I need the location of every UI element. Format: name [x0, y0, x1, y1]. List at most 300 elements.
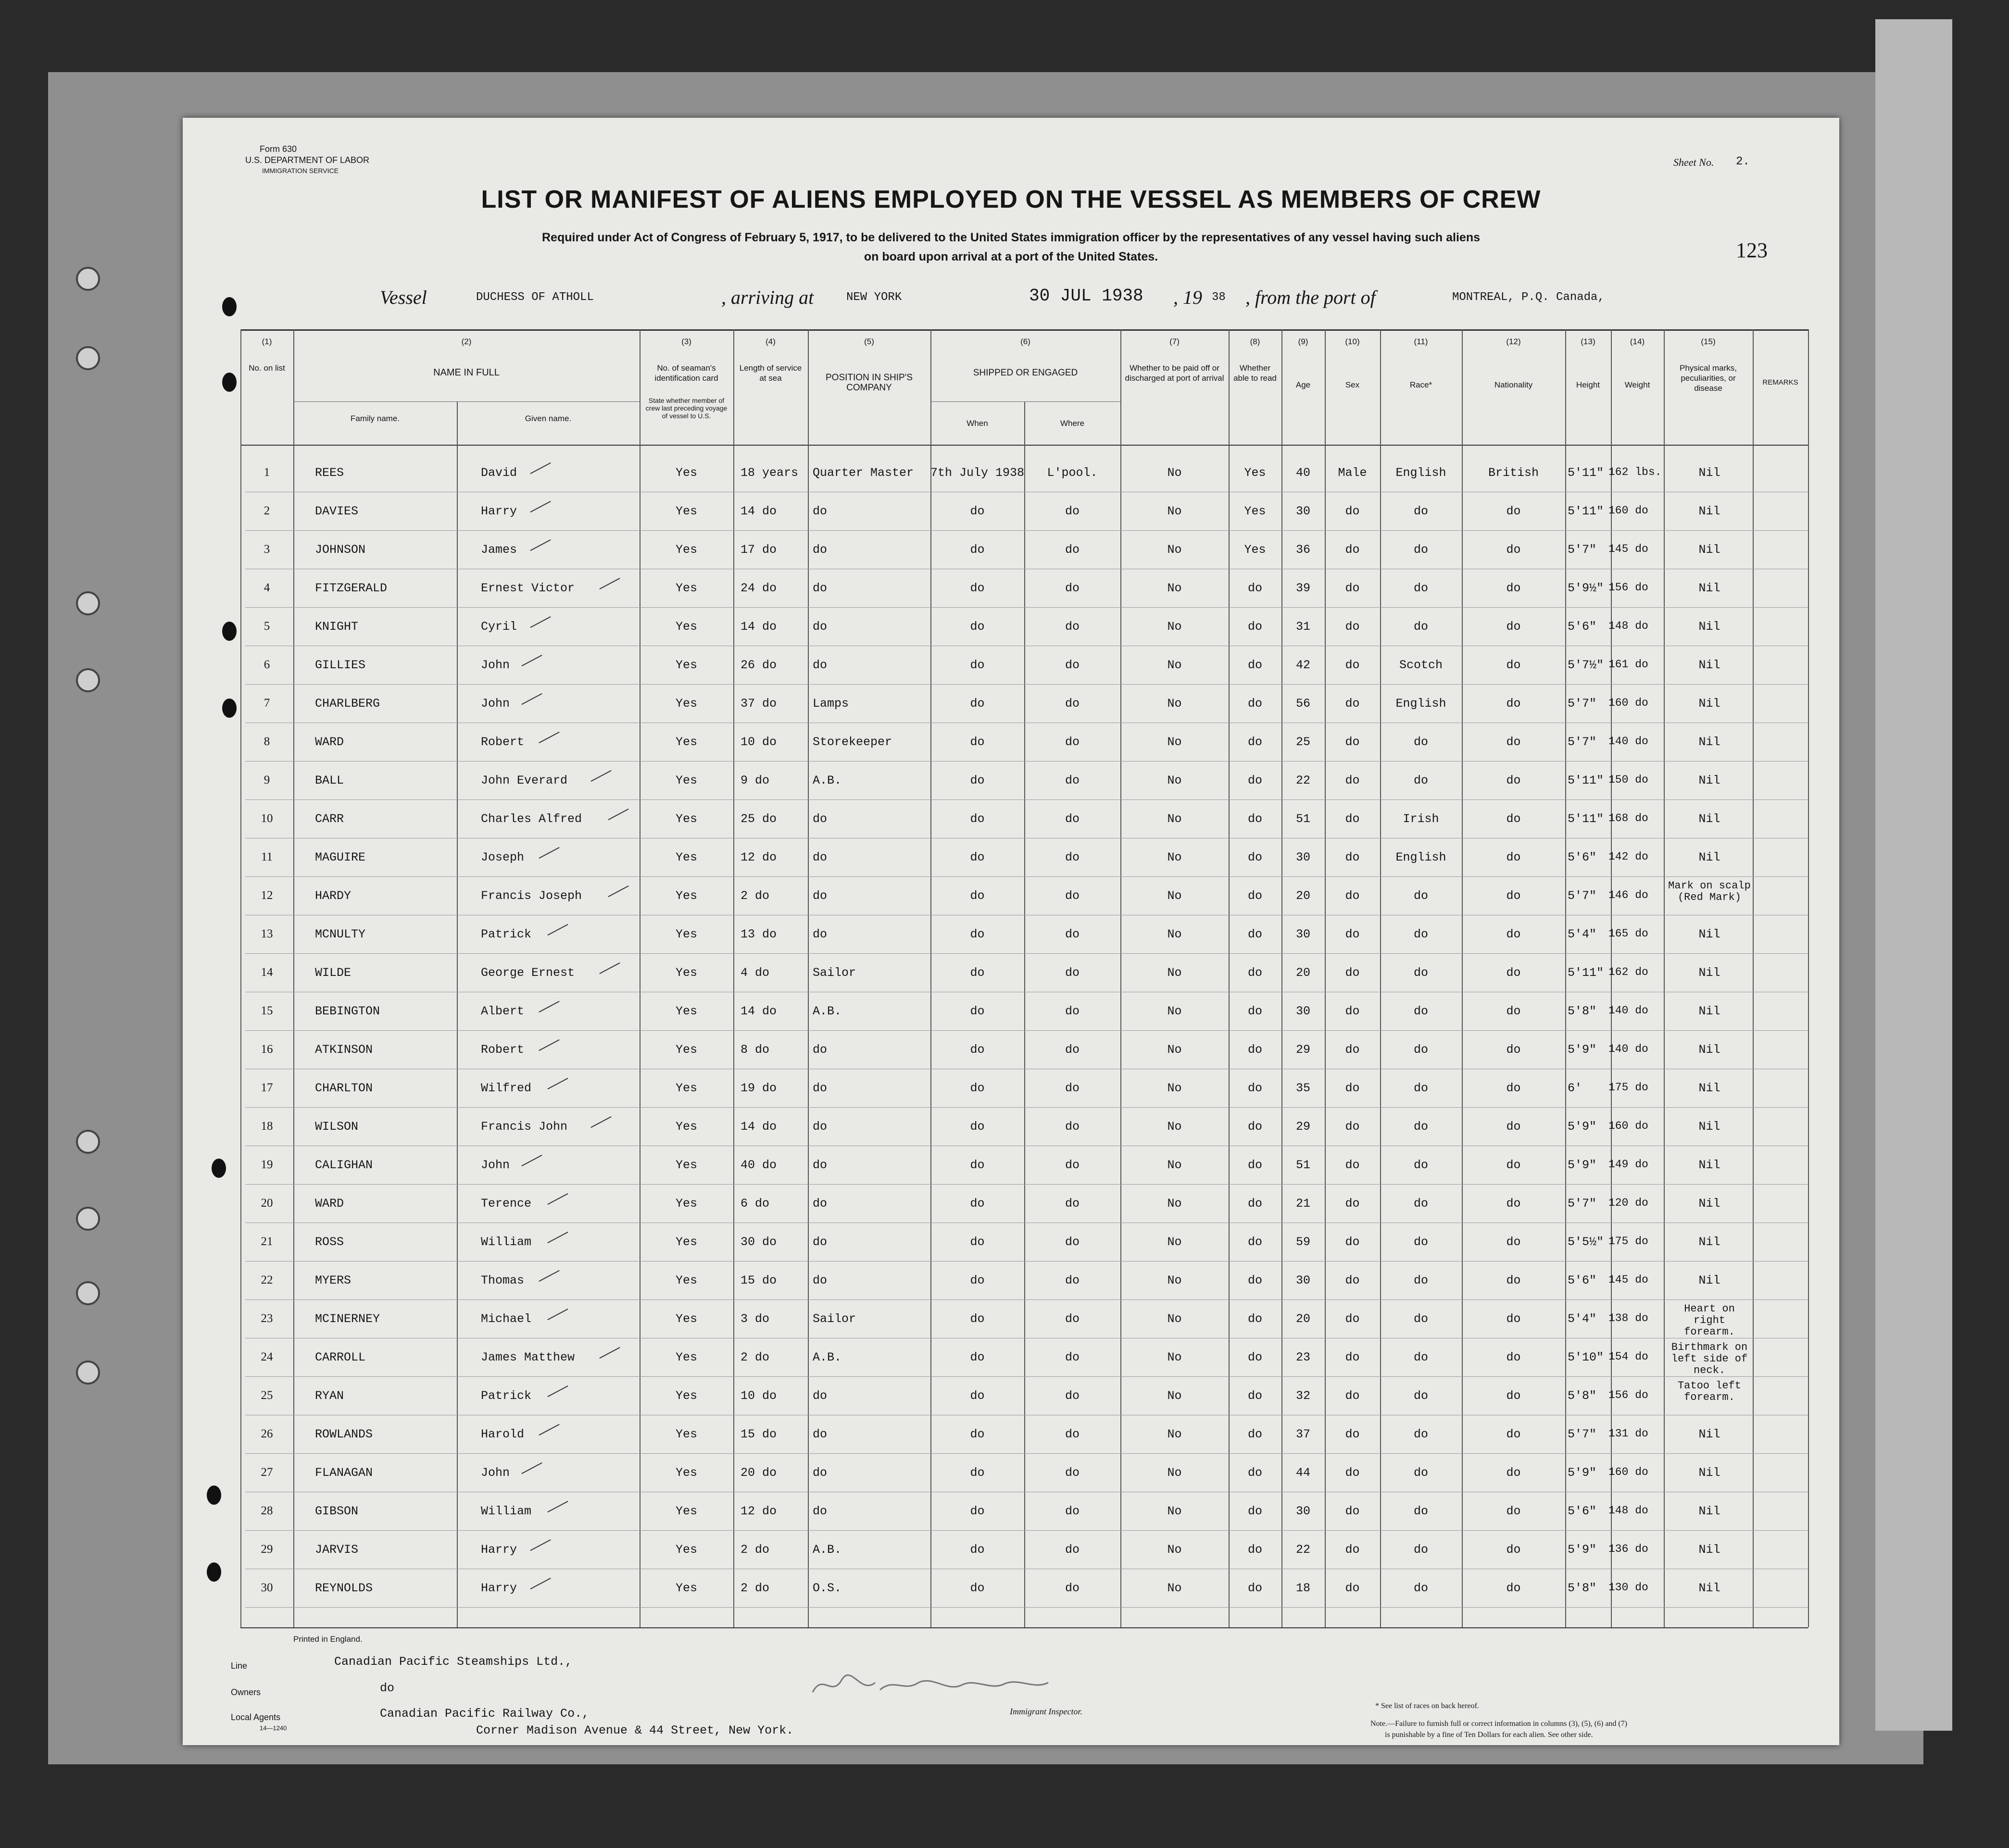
- shipped-where: do: [1065, 927, 1080, 941]
- row-number: 8: [264, 735, 270, 748]
- family-name: FLANAGAN: [315, 1466, 373, 1480]
- family-name: GILLIES: [315, 658, 366, 672]
- family-name: RYAN: [315, 1389, 344, 1403]
- shipped-where: do: [1065, 1427, 1080, 1441]
- paid-off: No: [1167, 1312, 1182, 1326]
- row-number: 17: [261, 1081, 273, 1094]
- race: do: [1413, 1466, 1428, 1480]
- paid-off: No: [1167, 1043, 1182, 1057]
- family-name: BALL: [315, 774, 344, 787]
- agents-value-2: Corner Madison Avenue & 44 Street, New York.: [476, 1723, 794, 1737]
- nationality: do: [1506, 1197, 1521, 1211]
- inspector-label: Immigrant Inspector.: [1010, 1707, 1082, 1716]
- family-name: MCINERNEY: [315, 1312, 380, 1326]
- seaman-id: Yes: [675, 1197, 697, 1211]
- nationality: do: [1506, 1004, 1521, 1018]
- position: Storekeeper: [813, 735, 892, 749]
- line-label: Line: [231, 1661, 248, 1671]
- row-rule: [245, 684, 1808, 685]
- race: do: [1413, 504, 1428, 518]
- age: 51: [1295, 1158, 1310, 1172]
- able-to-read: Yes: [1244, 504, 1266, 518]
- age: 31: [1295, 620, 1310, 634]
- nationality: do: [1506, 735, 1521, 749]
- able-to-read: do: [1247, 735, 1262, 749]
- punch-hole: [76, 267, 100, 291]
- col-number-1: (1): [262, 337, 272, 346]
- race: do: [1413, 620, 1428, 634]
- row-number: 5: [264, 620, 270, 633]
- weight: 145 do: [1608, 1274, 1648, 1286]
- physical-marks: Nil: [1698, 1504, 1720, 1518]
- height: 6': [1568, 1081, 1582, 1095]
- races-note: * See list of races on back hereof.: [1375, 1702, 1479, 1710]
- position: Sailor: [813, 1312, 856, 1326]
- shipped-where: do: [1065, 1197, 1080, 1211]
- header-remarks: REMARKS: [1762, 378, 1798, 387]
- physical-marks: Nil: [1698, 1235, 1720, 1249]
- weight: 168 do: [1608, 812, 1648, 824]
- service-label: IMMIGRATION SERVICE: [262, 167, 339, 175]
- position: A.B.: [813, 1543, 842, 1557]
- weight: 160 do: [1608, 1466, 1648, 1478]
- length-of-service: 40 do: [741, 1158, 777, 1172]
- age: 18: [1295, 1581, 1310, 1595]
- nationality: do: [1506, 581, 1521, 595]
- seaman-id: Yes: [675, 1235, 697, 1249]
- arriving-label: , arriving at: [721, 287, 814, 308]
- sheet-number: 2.: [1736, 155, 1750, 168]
- nationality: do: [1506, 1043, 1521, 1057]
- able-to-read: do: [1247, 620, 1262, 634]
- shipped-when: 7th July 1938: [930, 466, 1025, 480]
- height: 5'7½": [1568, 658, 1604, 672]
- physical-marks: Nil: [1698, 1004, 1720, 1018]
- punch-hole: [76, 1207, 100, 1231]
- paid-off: No: [1167, 620, 1182, 634]
- weight: 154 do: [1608, 1350, 1648, 1363]
- row-rule: [245, 1453, 1808, 1454]
- seaman-id: Yes: [675, 543, 697, 557]
- header-age: Age: [1295, 380, 1311, 389]
- position: Quarter Master: [813, 466, 914, 480]
- race: do: [1413, 1235, 1428, 1249]
- able-to-read: do: [1247, 1081, 1262, 1095]
- height: 5'11": [1568, 466, 1604, 480]
- position: A.B.: [813, 1004, 842, 1018]
- sex: do: [1345, 581, 1360, 595]
- row-number: 2: [264, 504, 270, 517]
- sex: do: [1345, 1389, 1360, 1403]
- weight: 145 do: [1608, 543, 1648, 555]
- nationality: do: [1506, 1158, 1521, 1172]
- length-of-service: 13 do: [741, 927, 777, 941]
- given-name: Albert: [481, 1004, 525, 1018]
- shipped-when: do: [970, 1004, 985, 1018]
- year-label: , 19: [1173, 287, 1202, 308]
- paid-off: No: [1167, 1350, 1182, 1364]
- nationality: do: [1506, 1274, 1521, 1287]
- seaman-id: Yes: [675, 1004, 697, 1018]
- paid-off: No: [1167, 697, 1182, 711]
- shipped-when: do: [970, 1504, 985, 1518]
- position: do: [813, 504, 828, 518]
- header-sex: Sex: [1345, 380, 1360, 389]
- able-to-read: do: [1247, 1158, 1262, 1172]
- family-name: HARDY: [315, 889, 352, 903]
- shipped-where: do: [1065, 735, 1080, 749]
- length-of-service: 9 do: [741, 774, 770, 787]
- age: 25: [1295, 735, 1310, 749]
- age: 30: [1295, 504, 1310, 518]
- row-number: 13: [261, 927, 273, 940]
- able-to-read: do: [1247, 1389, 1262, 1403]
- weight: 142 do: [1608, 850, 1648, 863]
- nationality: do: [1506, 697, 1521, 711]
- punch-hole: [76, 591, 100, 615]
- position: do: [813, 620, 828, 634]
- weight: 175 do: [1608, 1235, 1648, 1248]
- col-number-7: (7): [1169, 337, 1180, 346]
- shipped-when: do: [970, 658, 985, 672]
- age: 32: [1295, 1389, 1310, 1403]
- sex: do: [1345, 1581, 1360, 1595]
- row-number: 21: [261, 1235, 273, 1248]
- given-name: John: [481, 1466, 510, 1480]
- able-to-read: do: [1247, 658, 1262, 672]
- seaman-id: Yes: [675, 1466, 697, 1480]
- row-number: 14: [261, 966, 273, 979]
- sex: do: [1345, 1543, 1360, 1557]
- nationality: do: [1506, 1466, 1521, 1480]
- vessel-label: Vessel: [380, 287, 427, 308]
- nationality: British: [1488, 466, 1539, 480]
- family-name: CHARLBERG: [315, 697, 380, 711]
- height: 5'7": [1568, 735, 1597, 749]
- family-name: WARD: [315, 735, 344, 749]
- seaman-id: Yes: [675, 620, 697, 634]
- physical-marks: Nil: [1698, 1158, 1720, 1172]
- physical-marks: Nil: [1698, 1581, 1720, 1595]
- height: 5'6": [1568, 1504, 1597, 1518]
- nationality: do: [1506, 658, 1521, 672]
- position: Sailor: [813, 966, 856, 980]
- position: do: [813, 1120, 828, 1134]
- page-title: LIST OR MANIFEST OF ALIENS EMPLOYED ON THE VESSEL AS MEMBERS OF CREW: [481, 186, 1541, 213]
- height: 5'6": [1568, 620, 1597, 634]
- age: 37: [1295, 1427, 1310, 1441]
- seaman-id: Yes: [675, 1158, 697, 1172]
- race: Irish: [1403, 812, 1439, 826]
- length-of-service: 30 do: [741, 1235, 777, 1249]
- col-rule: [1753, 329, 1754, 1627]
- shipped-where: do: [1065, 966, 1080, 980]
- able-to-read: do: [1247, 1504, 1262, 1518]
- age: 39: [1295, 581, 1310, 595]
- weight: 148 do: [1608, 1504, 1648, 1517]
- seaman-id: Yes: [675, 1389, 697, 1403]
- row-number: 11: [261, 850, 273, 863]
- shipped-when: do: [970, 774, 985, 787]
- shipped-when: do: [970, 1197, 985, 1211]
- race: do: [1413, 1312, 1428, 1326]
- seaman-id: Yes: [675, 735, 697, 749]
- position: do: [813, 1158, 828, 1172]
- height: 5'9": [1568, 1043, 1597, 1057]
- physical-marks: Nil: [1698, 1543, 1720, 1557]
- shipped-when: do: [970, 697, 985, 711]
- length-of-service: 19 do: [741, 1081, 777, 1095]
- given-name: Thomas: [481, 1274, 525, 1287]
- shipped-when: do: [970, 1120, 985, 1134]
- paid-off: No: [1167, 1427, 1182, 1441]
- family-name: WILSON: [315, 1120, 359, 1134]
- seaman-id: Yes: [675, 850, 697, 864]
- sex: do: [1345, 1197, 1360, 1211]
- seaman-id: Yes: [675, 1274, 697, 1287]
- row-number: 24: [261, 1350, 273, 1363]
- age: 36: [1295, 543, 1310, 557]
- age: 30: [1295, 1004, 1310, 1018]
- length-of-service: 37 do: [741, 697, 777, 711]
- arriving-port: NEW YORK: [846, 291, 902, 304]
- row-rule: [245, 1030, 1808, 1031]
- family-name: KNIGHT: [315, 620, 359, 634]
- header-given-name: Given name.: [525, 414, 572, 423]
- able-to-read: do: [1247, 1043, 1262, 1057]
- row-number: 22: [261, 1274, 273, 1286]
- shipped-when: do: [970, 1312, 985, 1326]
- sex: do: [1345, 1235, 1360, 1249]
- able-to-read: do: [1247, 697, 1262, 711]
- agents-label: Local Agents: [231, 1712, 281, 1722]
- able-to-read: do: [1247, 1004, 1262, 1018]
- weight: 136 do: [1608, 1543, 1648, 1555]
- punch-hole: [76, 1130, 100, 1154]
- sex: do: [1345, 927, 1360, 941]
- row-number: 28: [261, 1504, 273, 1517]
- given-name: Ernest Victor: [481, 581, 575, 595]
- family-name: REES: [315, 466, 344, 480]
- length-of-service: 12 do: [741, 850, 777, 864]
- seaman-id: Yes: [675, 966, 697, 980]
- age: 56: [1295, 697, 1310, 711]
- shipped-when: do: [970, 1350, 985, 1364]
- col-number-9: (9): [1298, 337, 1308, 346]
- age: 23: [1295, 1350, 1310, 1364]
- race: do: [1413, 1004, 1428, 1018]
- row-number: 12: [261, 889, 273, 902]
- weight: 140 do: [1608, 735, 1648, 748]
- given-name: Harold: [481, 1427, 525, 1441]
- col-rule: [1565, 329, 1566, 1627]
- length-of-service: 2 do: [741, 1350, 770, 1364]
- agents-value-1: Canadian Pacific Railway Co.,: [380, 1707, 590, 1721]
- family-name: CARR: [315, 812, 344, 826]
- form-number: Form 630: [260, 144, 297, 154]
- sex: do: [1345, 658, 1360, 672]
- physical-marks: Nil: [1698, 735, 1720, 749]
- nationality: do: [1506, 1235, 1521, 1249]
- seaman-id: Yes: [675, 927, 697, 941]
- position: do: [813, 1504, 828, 1518]
- fine-note-1: Note.—Failure to furnish full or correct information in columns (3), (5), (6) and (7): [1370, 1720, 1628, 1728]
- age: 42: [1295, 658, 1310, 672]
- sex: do: [1345, 1120, 1360, 1134]
- given-name: William: [481, 1504, 532, 1518]
- binder-mark: [222, 699, 237, 718]
- header-paid-off: Whether to be paid off or discharged at port of arrival: [1125, 363, 1224, 383]
- position: do: [813, 658, 828, 672]
- paid-off: No: [1167, 581, 1182, 595]
- given-name: John: [481, 658, 510, 672]
- col-number-8: (8): [1250, 337, 1260, 346]
- shipped-when: do: [970, 1389, 985, 1403]
- from-port: MONTREAL, P.Q. Canada,: [1452, 291, 1605, 304]
- position: do: [813, 1389, 828, 1403]
- row-rule: [245, 1299, 1808, 1300]
- binder-edge: [1875, 19, 1952, 1731]
- row-number: 16: [261, 1043, 273, 1056]
- length-of-service: 4 do: [741, 966, 770, 980]
- paid-off: No: [1167, 889, 1182, 903]
- paid-off: No: [1167, 1274, 1182, 1287]
- vessel-name: DUCHESS OF ATHOLL: [476, 291, 594, 304]
- from-port-label: , from the port of: [1245, 287, 1376, 308]
- position: do: [813, 1427, 828, 1441]
- given-name: Harry: [481, 1543, 517, 1557]
- given-name: John: [481, 697, 510, 711]
- able-to-read: do: [1247, 1274, 1262, 1287]
- sex: do: [1345, 1312, 1360, 1326]
- given-name: Terence: [481, 1197, 532, 1211]
- age: 35: [1295, 1081, 1310, 1095]
- race: do: [1413, 927, 1428, 941]
- row-rule: [245, 799, 1808, 800]
- shipped-where: do: [1065, 812, 1080, 826]
- weight: 156 do: [1608, 1389, 1648, 1401]
- height: 5'11": [1568, 774, 1604, 787]
- sex: Male: [1338, 466, 1367, 480]
- nationality: do: [1506, 1081, 1521, 1095]
- nationality: do: [1506, 1389, 1521, 1403]
- physical-marks: Nil: [1698, 1274, 1720, 1287]
- shipped-where: do: [1065, 1043, 1080, 1057]
- able-to-read: do: [1247, 1427, 1262, 1441]
- family-name: ATKINSON: [315, 1043, 373, 1057]
- given-name: Michael: [481, 1312, 532, 1326]
- able-to-read: do: [1247, 774, 1262, 787]
- shipped-where: do: [1065, 1504, 1080, 1518]
- height: 5'7": [1568, 1427, 1597, 1441]
- seaman-id: Yes: [675, 697, 697, 711]
- seaman-id: Yes: [675, 658, 697, 672]
- header-race: Race*: [1409, 380, 1432, 389]
- weight: 148 do: [1608, 620, 1648, 632]
- punch-hole: [76, 1281, 100, 1305]
- able-to-read: do: [1247, 1581, 1262, 1595]
- given-name: John: [481, 1158, 510, 1172]
- seaman-id: Yes: [675, 466, 697, 480]
- race: do: [1413, 1504, 1428, 1518]
- sex: do: [1345, 1081, 1360, 1095]
- length-of-service: 24 do: [741, 581, 777, 595]
- height: 5'4": [1568, 927, 1597, 941]
- col-number-12: (12): [1506, 337, 1521, 346]
- length-of-service: 14 do: [741, 1120, 777, 1134]
- nationality: do: [1506, 889, 1521, 903]
- height: 5'6": [1568, 1274, 1597, 1287]
- family-name: CARROLL: [315, 1350, 366, 1364]
- nationality: do: [1506, 1504, 1521, 1518]
- sex: do: [1345, 1350, 1360, 1364]
- shipped-where: do: [1065, 774, 1080, 787]
- physical-marks: Nil: [1698, 504, 1720, 518]
- length-of-service: 14 do: [741, 504, 777, 518]
- able-to-read: do: [1247, 1543, 1262, 1557]
- race: do: [1413, 1581, 1428, 1595]
- col-number-3: (3): [681, 337, 691, 346]
- age: 59: [1295, 1235, 1310, 1249]
- seaman-id: Yes: [675, 889, 697, 903]
- family-name: ROWLANDS: [315, 1427, 373, 1441]
- height: 5'8": [1568, 1389, 1597, 1403]
- position: do: [813, 543, 828, 557]
- binder-mark: [222, 297, 237, 316]
- weight: 131 do: [1608, 1427, 1648, 1440]
- family-name: WILDE: [315, 966, 352, 980]
- row-rule: [245, 761, 1808, 762]
- row-rule: [245, 530, 1808, 531]
- row-rule: [245, 1107, 1808, 1108]
- paid-off: No: [1167, 1004, 1182, 1018]
- paid-off: No: [1167, 1389, 1182, 1403]
- family-name: MCNULTY: [315, 927, 366, 941]
- seaman-id: Yes: [675, 581, 697, 595]
- subtitle-line-1: Required under Act of Congress of February 5, 1917, to be delivered to the United States immigration officer by the representatives of any vessel having such aliens: [542, 231, 1480, 244]
- height: 5'11": [1568, 966, 1604, 980]
- col-rule: [1808, 329, 1809, 1627]
- paid-off: No: [1167, 1081, 1182, 1095]
- paid-off: No: [1167, 850, 1182, 864]
- sex: do: [1345, 504, 1360, 518]
- binder-mark: [207, 1486, 221, 1505]
- binder-mark: [212, 1159, 226, 1178]
- height: 5'4": [1568, 1312, 1597, 1326]
- owners-value: do: [380, 1681, 395, 1695]
- weight: 160 do: [1608, 504, 1648, 517]
- row-number: 23: [261, 1312, 273, 1325]
- sex: do: [1345, 1504, 1360, 1518]
- given-name: George Ernest: [481, 966, 575, 980]
- printed-note: Printed in England.: [293, 1635, 363, 1644]
- race: do: [1413, 1389, 1428, 1403]
- row-number: 15: [261, 1004, 273, 1017]
- race: do: [1413, 1274, 1428, 1287]
- shipped-when: do: [970, 889, 985, 903]
- length-of-service: 15 do: [741, 1427, 777, 1441]
- height: 5'10": [1568, 1350, 1604, 1364]
- length-of-service: 15 do: [741, 1274, 777, 1287]
- physical-marks: Nil: [1698, 581, 1720, 595]
- family-name: JARVIS: [315, 1543, 359, 1557]
- shipped-where: do: [1065, 543, 1080, 557]
- height: 5'9": [1568, 1120, 1597, 1134]
- shipped-when: do: [970, 1043, 985, 1057]
- col-number-6: (6): [1020, 337, 1030, 346]
- height: 5'9": [1568, 1543, 1597, 1557]
- paid-off: No: [1167, 1158, 1182, 1172]
